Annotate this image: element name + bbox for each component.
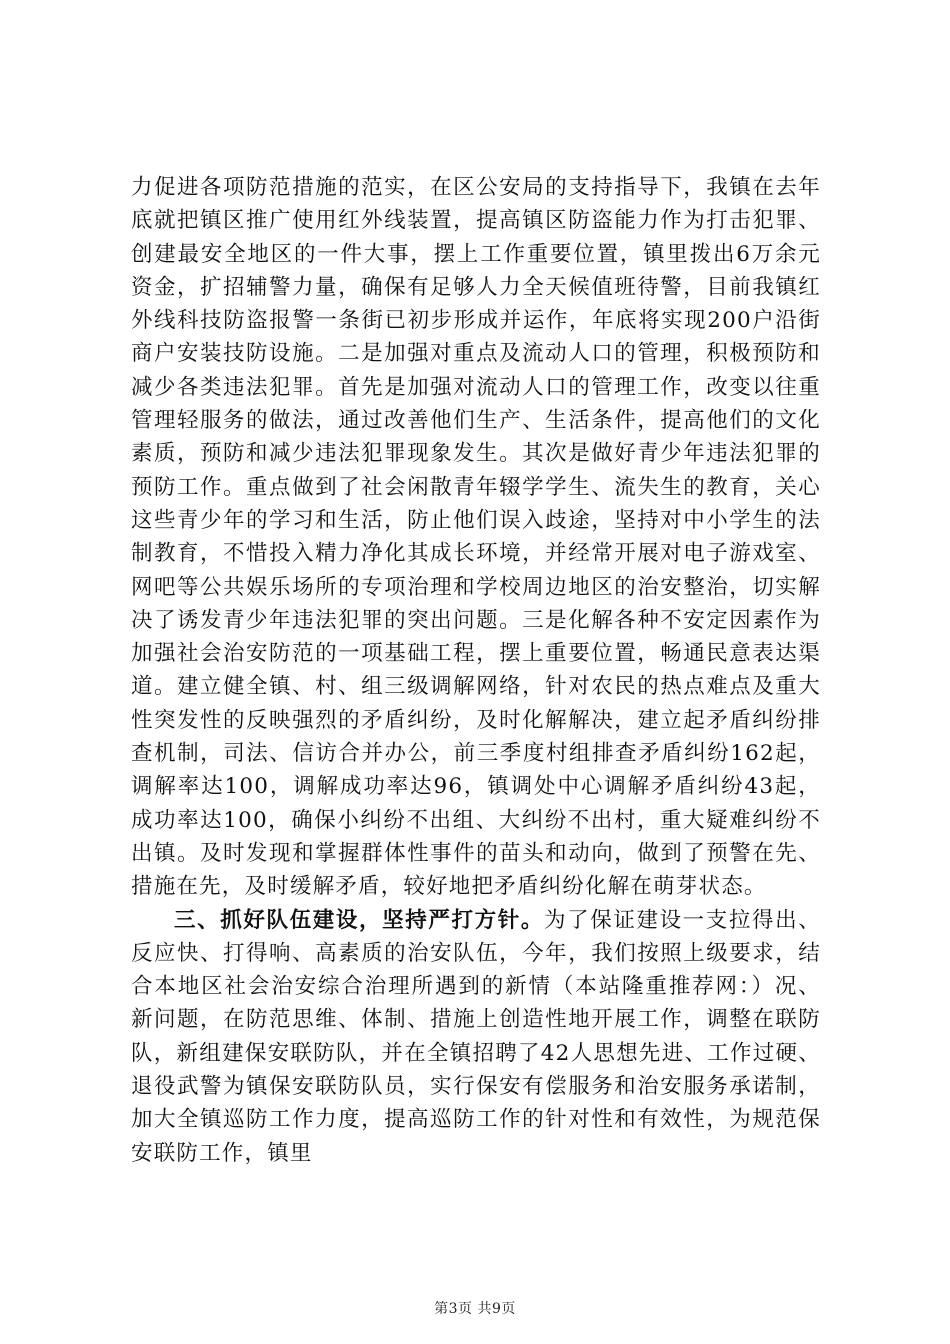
body-text — [131, 171, 821, 1170]
paragraph-continued: 力促进各项防范措施的范实，在区公安局的支持指导下，我镇在去年底就把镇区推广使用红外线装置，提高镇区防盗能力作为打击犯罪、创建最安全地区的一件大事，摆上工作重要位置，镇里拨出6万余元资金，扩招辅警力量，确保有足够人力全天候值班待警，目前我镇红外线科技防盗报警一条街已初步形成并运作，年底将实现200户沿街商户安装技防设施。二是加强对重点及流动人口的管理，积极预防和减少各类违法犯罪。首先是加强对流动人口的管理工作，改变以往重管理轻服务的做法，通过改善他们生产、生活条件，提高他们的文化素质，预防和减少违法犯罪现象发生。其次是做好青少年违法犯罪的预防工作。重点做到了社会闲散青年辍学学生、流失生的教育，关心这些青少年的学习和生活，防止他们误入歧途，坚持对中小学生的法制教育，不惜投入精力净化其成长环境，并经常开展对电子游戏室、网吧等公共娱乐场所的专项治理和学校周边地区的治安整治，切实解决了诱发青少年违法犯罪的突出问题。三是化解各种不安定因素作为加强社会治安防范的一项基础工程，摆上重要位置，畅通民意表达渠道。建立健全镇、村、组三级调解网络，针对农民的热点难点及重大性突发性的反映强烈的矛盾纠纷，及时化解解决，建立起矛盾纠纷排查机制，司法、信访合并办公，前三季度村组排查矛盾纠纷162起，调解率达100，调解成功率达96，镇调处中心调解矛盾纠纷43起，成功率达100，确保小纠纷不出组、大纠纷不出村，重大疑难纠纷不出镇。及时发现和掌握群体性事件的苗头和动向，做到了预警在先、措施在先，及时缓解矛盾，较好地把矛盾纠纷化解在萌芽状态。 — [131, 175, 821, 900]
page-footer — [0, 1298, 950, 1318]
page-number: 第3页 共9页 — [434, 1301, 516, 1317]
paragraph-section-three — [131, 904, 821, 1170]
section-heading: 三、抓好队伍建设，坚持严打方针。 — [174, 907, 544, 933]
section-body: 为了保证建设一支拉得出、反应快、打得响、高素质的治安队伍，今年，我们按照上级要求，结合本地区社会治安综合治理所遇到的新情（本站隆重推荐网：）况、新问题，在防范思维、体制、措施上创造性地开展工作，调整在联防队，新组建保安联防队，并在全镇招聘了42人思想先进、工作过硬、退役武警为镇保安联防队员，实行保安有偿服务和治安服务承诺制，加大全镇巡防工作力度，提高巡防工作的针对性和有效性，为规范保安联防工作，镇里 — [131, 907, 821, 1166]
